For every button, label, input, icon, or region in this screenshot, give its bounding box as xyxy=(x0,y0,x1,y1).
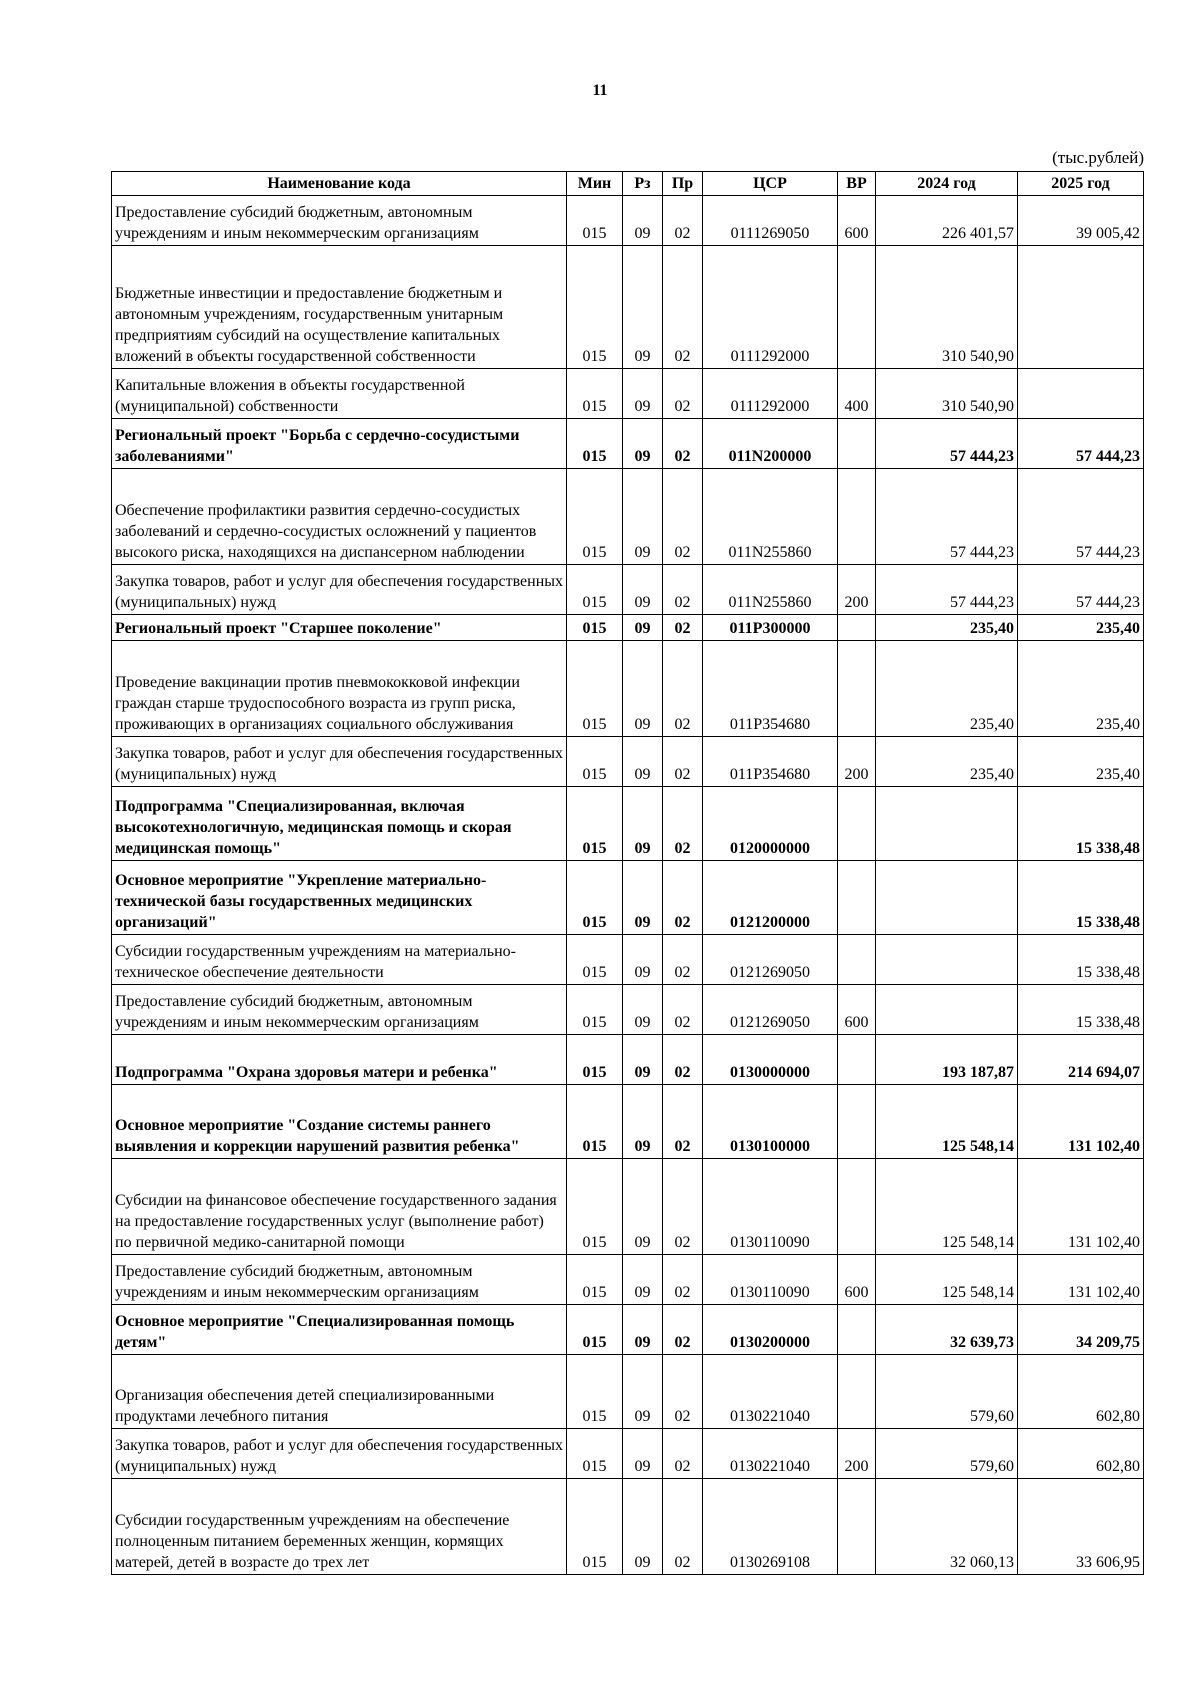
header-2025: 2025 год xyxy=(1018,172,1144,196)
cell-pr: 02 xyxy=(663,935,703,985)
cell-2024: 235,40 xyxy=(876,615,1018,641)
header-rz: Рз xyxy=(623,172,663,196)
cell-2024 xyxy=(876,935,1018,985)
cell-csr: 0121269050 xyxy=(703,985,838,1035)
cell-2025: 602,80 xyxy=(1018,1355,1144,1429)
cell-min: 015 xyxy=(567,641,623,737)
cell-2024: 193 187,87 xyxy=(876,1035,1018,1085)
table-row xyxy=(112,615,1144,641)
cell-csr: 0130269108 xyxy=(703,1479,838,1575)
cell-2024: 235,40 xyxy=(876,641,1018,737)
header-csr: ЦСР xyxy=(703,172,838,196)
table-row xyxy=(112,1429,1144,1479)
cell-pr: 02 xyxy=(663,1355,703,1429)
header-min: Мин xyxy=(567,172,623,196)
cell-name: Проведение вакцинации против пневмококковой инфекции граждан старше трудоспособного возраста из групп риска, проживающих в организациях социального обслуживания xyxy=(112,641,567,737)
cell-csr: 0130221040 xyxy=(703,1429,838,1479)
cell-2024: 310 540,90 xyxy=(876,369,1018,419)
cell-csr: 011N255860 xyxy=(703,565,838,615)
cell-vr xyxy=(838,935,876,985)
table-row xyxy=(112,1479,1144,1575)
cell-pr: 02 xyxy=(663,985,703,1035)
cell-vr xyxy=(838,641,876,737)
cell-rz: 09 xyxy=(623,565,663,615)
cell-min: 015 xyxy=(567,1159,623,1255)
cell-name: Бюджетные инвестиции и предоставление бюджетным и автономным учреждениям, государственным унитарным предприятиям субсидий на осуществление капитальных вложений в объекты государственной собственности xyxy=(112,246,567,369)
cell-vr: 200 xyxy=(838,737,876,787)
table-row xyxy=(112,935,1144,985)
cell-name: Закупка товаров, работ и услуг для обеспечения государственных (муниципальных) нужд xyxy=(112,565,567,615)
cell-name: Субсидии государственным учреждениям на материально-техническое обеспечение деятельности xyxy=(112,935,567,985)
cell-pr: 02 xyxy=(663,861,703,935)
table-row xyxy=(112,419,1144,469)
cell-name: Закупка товаров, работ и услуг для обеспечения государственных (муниципальных) нужд xyxy=(112,1429,567,1479)
cell-2024: 57 444,23 xyxy=(876,469,1018,565)
table-row xyxy=(112,369,1144,419)
table-row xyxy=(112,861,1144,935)
cell-csr: 011N255860 xyxy=(703,469,838,565)
cell-name: Предоставление субсидий бюджетным, автономным учреждениям и иным некоммерческим организациям xyxy=(112,985,567,1035)
cell-2024: 125 548,14 xyxy=(876,1255,1018,1305)
table-row xyxy=(112,787,1144,861)
cell-2024: 310 540,90 xyxy=(876,246,1018,369)
cell-2025: 15 338,48 xyxy=(1018,787,1144,861)
cell-name: Капитальные вложения в объекты государственной (муниципальной) собственности xyxy=(112,369,567,419)
cell-min: 015 xyxy=(567,1429,623,1479)
cell-rz: 09 xyxy=(623,1255,663,1305)
cell-min: 015 xyxy=(567,565,623,615)
cell-csr: 011P300000 xyxy=(703,615,838,641)
cell-pr: 02 xyxy=(663,615,703,641)
cell-vr xyxy=(838,1479,876,1575)
cell-min: 015 xyxy=(567,369,623,419)
cell-min: 015 xyxy=(567,419,623,469)
table-row xyxy=(112,246,1144,369)
cell-2025: 57 444,23 xyxy=(1018,565,1144,615)
cell-name: Предоставление субсидий бюджетным, автономным учреждениям и иным некоммерческим организациям xyxy=(112,196,567,246)
cell-rz: 09 xyxy=(623,1355,663,1429)
cell-pr: 02 xyxy=(663,641,703,737)
cell-rz: 09 xyxy=(623,985,663,1035)
table-row xyxy=(112,1305,1144,1355)
cell-2025: 235,40 xyxy=(1018,615,1144,641)
cell-2025: 235,40 xyxy=(1018,641,1144,737)
cell-pr: 02 xyxy=(663,196,703,246)
table-body xyxy=(112,196,1144,1575)
cell-2025: 602,80 xyxy=(1018,1429,1144,1479)
cell-rz: 09 xyxy=(623,787,663,861)
cell-2024 xyxy=(876,861,1018,935)
cell-csr: 0111292000 xyxy=(703,246,838,369)
cell-min: 015 xyxy=(567,1035,623,1085)
cell-rz: 09 xyxy=(623,1085,663,1159)
cell-pr: 02 xyxy=(663,737,703,787)
cell-min: 015 xyxy=(567,1355,623,1429)
cell-2024 xyxy=(876,985,1018,1035)
cell-name: Обеспечение профилактики развития сердечно-сосудистых заболеваний и сердечно-сосудистых осложнений у пациентов высокого риска, находящихся на диспансерном наблюдении xyxy=(112,469,567,565)
cell-2024: 579,60 xyxy=(876,1429,1018,1479)
header-2024: 2024 год xyxy=(876,172,1018,196)
cell-csr: 011P354680 xyxy=(703,737,838,787)
cell-2024: 32 060,13 xyxy=(876,1479,1018,1575)
cell-csr: 0111292000 xyxy=(703,369,838,419)
cell-rz: 09 xyxy=(623,737,663,787)
cell-2025: 33 606,95 xyxy=(1018,1479,1144,1575)
cell-name: Основное мероприятие "Укрепление материально-технической базы государственных медицинских организаций" xyxy=(112,861,567,935)
cell-2024: 32 639,73 xyxy=(876,1305,1018,1355)
cell-min: 015 xyxy=(567,861,623,935)
cell-vr: 400 xyxy=(838,369,876,419)
cell-2025: 57 444,23 xyxy=(1018,419,1144,469)
cell-vr xyxy=(838,861,876,935)
cell-pr: 02 xyxy=(663,1159,703,1255)
header-name: Наименование кода xyxy=(112,172,567,196)
cell-min: 015 xyxy=(567,196,623,246)
cell-pr: 02 xyxy=(663,369,703,419)
cell-name: Региональный проект "Старшее поколение" xyxy=(112,615,567,641)
cell-2025: 214 694,07 xyxy=(1018,1035,1144,1085)
cell-min: 015 xyxy=(567,737,623,787)
cell-csr: 0130000000 xyxy=(703,1035,838,1085)
cell-name: Основное мероприятие "Создание системы раннего выявления и коррекции нарушений развития ребенка" xyxy=(112,1085,567,1159)
cell-vr: 600 xyxy=(838,1255,876,1305)
table-row xyxy=(112,1255,1144,1305)
units-label: (тыс.рублей) xyxy=(1052,148,1144,167)
cell-2025: 15 338,48 xyxy=(1018,985,1144,1035)
cell-2025: 15 338,48 xyxy=(1018,861,1144,935)
cell-csr: 0130200000 xyxy=(703,1305,838,1355)
table-header-row xyxy=(112,172,1144,196)
table-row xyxy=(112,1035,1144,1085)
table-row xyxy=(112,565,1144,615)
cell-pr: 02 xyxy=(663,1305,703,1355)
table-row xyxy=(112,1159,1144,1255)
cell-2025: 131 102,40 xyxy=(1018,1159,1144,1255)
cell-pr: 02 xyxy=(663,1255,703,1305)
cell-name: Подпрограмма "Охрана здоровья матери и ребенка" xyxy=(112,1035,567,1085)
cell-2024: 226 401,57 xyxy=(876,196,1018,246)
cell-2025 xyxy=(1018,246,1144,369)
cell-2024: 125 548,14 xyxy=(876,1159,1018,1255)
table-row xyxy=(112,985,1144,1035)
cell-2025: 39 005,42 xyxy=(1018,196,1144,246)
cell-vr xyxy=(838,787,876,861)
table-row xyxy=(112,1355,1144,1429)
cell-name: Организация обеспечения детей специализированными продуктами лечебного питания xyxy=(112,1355,567,1429)
cell-csr: 0121269050 xyxy=(703,935,838,985)
cell-csr: 0130110090 xyxy=(703,1159,838,1255)
cell-2025 xyxy=(1018,369,1144,419)
cell-name: Субсидии на финансовое обеспечение государственного задания на предоставление государственных услуг (выполнение работ) по первичной медико-санитарной помощи xyxy=(112,1159,567,1255)
cell-rz: 09 xyxy=(623,419,663,469)
cell-vr xyxy=(838,1085,876,1159)
cell-vr xyxy=(838,1159,876,1255)
cell-pr: 02 xyxy=(663,246,703,369)
cell-csr: 0111269050 xyxy=(703,196,838,246)
cell-vr: 600 xyxy=(838,196,876,246)
cell-rz: 09 xyxy=(623,1035,663,1085)
cell-rz: 09 xyxy=(623,196,663,246)
table-row xyxy=(112,196,1144,246)
cell-min: 015 xyxy=(567,935,623,985)
cell-vr xyxy=(838,615,876,641)
cell-pr: 02 xyxy=(663,1479,703,1575)
cell-min: 015 xyxy=(567,1479,623,1575)
cell-name: Предоставление субсидий бюджетным, автономным учреждениям и иным некоммерческим организациям xyxy=(112,1255,567,1305)
cell-min: 015 xyxy=(567,469,623,565)
cell-rz: 09 xyxy=(623,861,663,935)
cell-vr: 600 xyxy=(838,985,876,1035)
budget-table xyxy=(111,171,1144,1575)
cell-2025: 34 209,75 xyxy=(1018,1305,1144,1355)
header-pr: Пр xyxy=(663,172,703,196)
cell-min: 015 xyxy=(567,1085,623,1159)
cell-2025: 131 102,40 xyxy=(1018,1255,1144,1305)
cell-vr xyxy=(838,1355,876,1429)
cell-pr: 02 xyxy=(663,469,703,565)
cell-2025: 131 102,40 xyxy=(1018,1085,1144,1159)
cell-rz: 09 xyxy=(623,369,663,419)
cell-name: Закупка товаров, работ и услуг для обеспечения государственных (муниципальных) нужд xyxy=(112,737,567,787)
cell-vr xyxy=(838,419,876,469)
cell-2024: 579,60 xyxy=(876,1355,1018,1429)
cell-csr: 011N200000 xyxy=(703,419,838,469)
cell-pr: 02 xyxy=(663,1085,703,1159)
cell-2025: 235,40 xyxy=(1018,737,1144,787)
cell-2025: 57 444,23 xyxy=(1018,469,1144,565)
cell-pr: 02 xyxy=(663,1429,703,1479)
cell-min: 015 xyxy=(567,615,623,641)
cell-rz: 09 xyxy=(623,935,663,985)
cell-min: 015 xyxy=(567,985,623,1035)
cell-pr: 02 xyxy=(663,419,703,469)
cell-rz: 09 xyxy=(623,641,663,737)
header-vr: ВР xyxy=(838,172,876,196)
cell-pr: 02 xyxy=(663,1035,703,1085)
cell-rz: 09 xyxy=(623,246,663,369)
table-row xyxy=(112,469,1144,565)
cell-min: 015 xyxy=(567,787,623,861)
cell-min: 015 xyxy=(567,246,623,369)
cell-2024: 235,40 xyxy=(876,737,1018,787)
cell-min: 015 xyxy=(567,1255,623,1305)
cell-vr xyxy=(838,1035,876,1085)
cell-vr xyxy=(838,469,876,565)
cell-min: 015 xyxy=(567,1305,623,1355)
page-number: 11 xyxy=(592,82,608,99)
table-row xyxy=(112,737,1144,787)
cell-name: Региональный проект "Борьба с сердечно-сосудистыми заболеваниями" xyxy=(112,419,567,469)
cell-2024: 57 444,23 xyxy=(876,565,1018,615)
cell-name: Субсидии государственным учреждениям на обеспечение полноценным питанием беременных женщин, кормящих матерей, детей в возрасте до трех лет xyxy=(112,1479,567,1575)
cell-rz: 09 xyxy=(623,469,663,565)
cell-2025: 15 338,48 xyxy=(1018,935,1144,985)
cell-2024: 125 548,14 xyxy=(876,1085,1018,1159)
cell-2024: 57 444,23 xyxy=(876,419,1018,469)
cell-pr: 02 xyxy=(663,565,703,615)
cell-csr: 0130221040 xyxy=(703,1355,838,1429)
cell-rz: 09 xyxy=(623,1159,663,1255)
table-row xyxy=(112,1085,1144,1159)
cell-csr: 0120000000 xyxy=(703,787,838,861)
cell-rz: 09 xyxy=(623,1305,663,1355)
table-row xyxy=(112,641,1144,737)
cell-csr: 0130110090 xyxy=(703,1255,838,1305)
cell-rz: 09 xyxy=(623,1429,663,1479)
cell-vr xyxy=(838,1305,876,1355)
cell-csr: 0121200000 xyxy=(703,861,838,935)
cell-name: Основное мероприятие "Специализированная помощь детям" xyxy=(112,1305,567,1355)
cell-vr: 200 xyxy=(838,565,876,615)
cell-rz: 09 xyxy=(623,1479,663,1575)
cell-rz: 09 xyxy=(623,615,663,641)
cell-csr: 011P354680 xyxy=(703,641,838,737)
cell-csr: 0130100000 xyxy=(703,1085,838,1159)
cell-name: Подпрограмма "Специализированная, включая высокотехнологичную, медицинская помощь и скорая медицинская помощь" xyxy=(112,787,567,861)
cell-vr: 200 xyxy=(838,1429,876,1479)
cell-2024 xyxy=(876,787,1018,861)
cell-pr: 02 xyxy=(663,787,703,861)
cell-vr xyxy=(838,246,876,369)
